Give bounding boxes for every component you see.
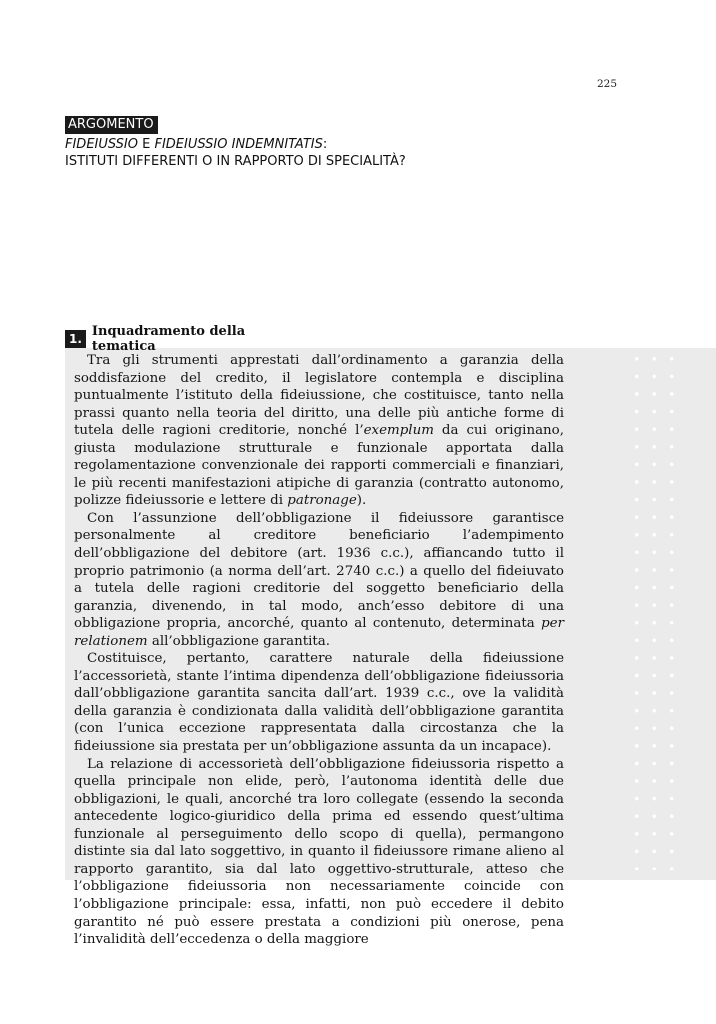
section-title: Inquadramento della tematica — [91, 324, 246, 354]
paragraph-2 — [74, 510, 564, 650]
paragraph-1-italic-patronage: patronage — [287, 493, 357, 509]
paragraph-2-italic-per-relationem: per relationem — [74, 616, 564, 649]
paragraph-4 — [74, 756, 564, 949]
body-text — [74, 352, 564, 949]
paragraph-1-italic-exemplum: exemplum — [363, 423, 434, 439]
paragraph-2-text-b: all’obbligazione garantita. — [147, 633, 331, 649]
title-term-fideiussio: FIDEIUSSIO — [65, 137, 138, 152]
paragraph-3 — [74, 650, 564, 755]
paragraph-4-text: La relazione di accessorietà dell’obbligazione fideiussoria rispetto a quella principale non elide, però, l’autonoma identità delle due obbligazioni, le quali, ancorché tra loro collegate (essendo la seconda antecedente logico-giuridico della prima ed essendo quest’ultima funzionale al perseguimento dello scopo di quella), permangono distinte sia dal lato soggettivo, in quanto il fideiussore rimane alieno al rapporto garantito, sia dal lato oggettivo-strutturale, atteso che l’obbligazione fideiussoria non necessariamente coincide con l’obbligazione principale: essa, infatti, non può eccedere il debito garantito né può essere prestata a condizioni più onerose, pena l’invalidità dell’eccedenza o della maggiore — [74, 756, 564, 948]
section-number: 1. — [65, 330, 86, 348]
argomento-title — [65, 136, 406, 170]
title-subtitle: ISTITUTI DIFFERENTI O IN RAPPORTO DI SPECIALITÀ? — [65, 154, 406, 169]
paragraph-1-text-b: da cui originano, giusta modulazione strutturale e funzionale apportata dalla regolamentazione convenzionale dei rapporti commerciali e finanziari, le più recenti manifestazioni atipiche di garanzia (contratto autonomo, polizze fideiussorie e lettere di — [74, 423, 564, 509]
section-heading — [65, 324, 293, 354]
paragraph-3-text: Costituisce, pertanto, carattere naturale della fideiussione l’accessorietà, stante l’intima dipendenza dell’obbligazione fideiussoria dall’obbligazione garantita sancita dall’art. 1939 c.c., ove la validità della garanzia è condizionata dalla validità dell’obbligazione garantita (con l’unica eccezione rappresentata dalla circostanza che la fideiussione sia prestata per un’obbligazione assunta da un incapace). — [74, 651, 564, 755]
title-conjunction: E — [138, 137, 155, 152]
argomento-label: ARGOMENTO — [65, 116, 158, 134]
paragraph-2-text-a: Con l’assunzione dell’obbligazione il fideiussore garantisce personalmente al creditore beneficiario l’adempimento dell’obbligazione del debitore (art. 1936 c.c.), affiancando tutto il proprio patrimonio (a norma dell’art. 2740 c.c.) a quello del fideiuvato a tutela delle ragioni creditorie del soggetto beneficiario della garanzia, divenendo, in tal modo, anch’esso debitore di una obbligazione propria, ancorché, quanto al contenuto, determinata — [74, 510, 564, 632]
paragraph-1 — [74, 352, 564, 510]
decorative-dot-grid — [628, 350, 678, 870]
paragraph-1-text-c: ). — [356, 493, 367, 509]
page-number: 225 — [597, 78, 618, 90]
title-term-indemnitatis: FIDEIUSSIO INDEMNITATIS — [154, 137, 323, 152]
paragraph-1-text-a: Tra gli strumenti apprestati dall’ordinamento a garanzia della soddisfazione del credito, il legislatore contempla e disciplina puntualmente l’istituto della fideiussione, che costituisce, tanto nella prassi quanto nella teoria del diritto, una delle più antiche forme di tutela delle ragioni creditorie, nonché l’ — [74, 353, 564, 439]
title-colon: : — [322, 137, 328, 152]
